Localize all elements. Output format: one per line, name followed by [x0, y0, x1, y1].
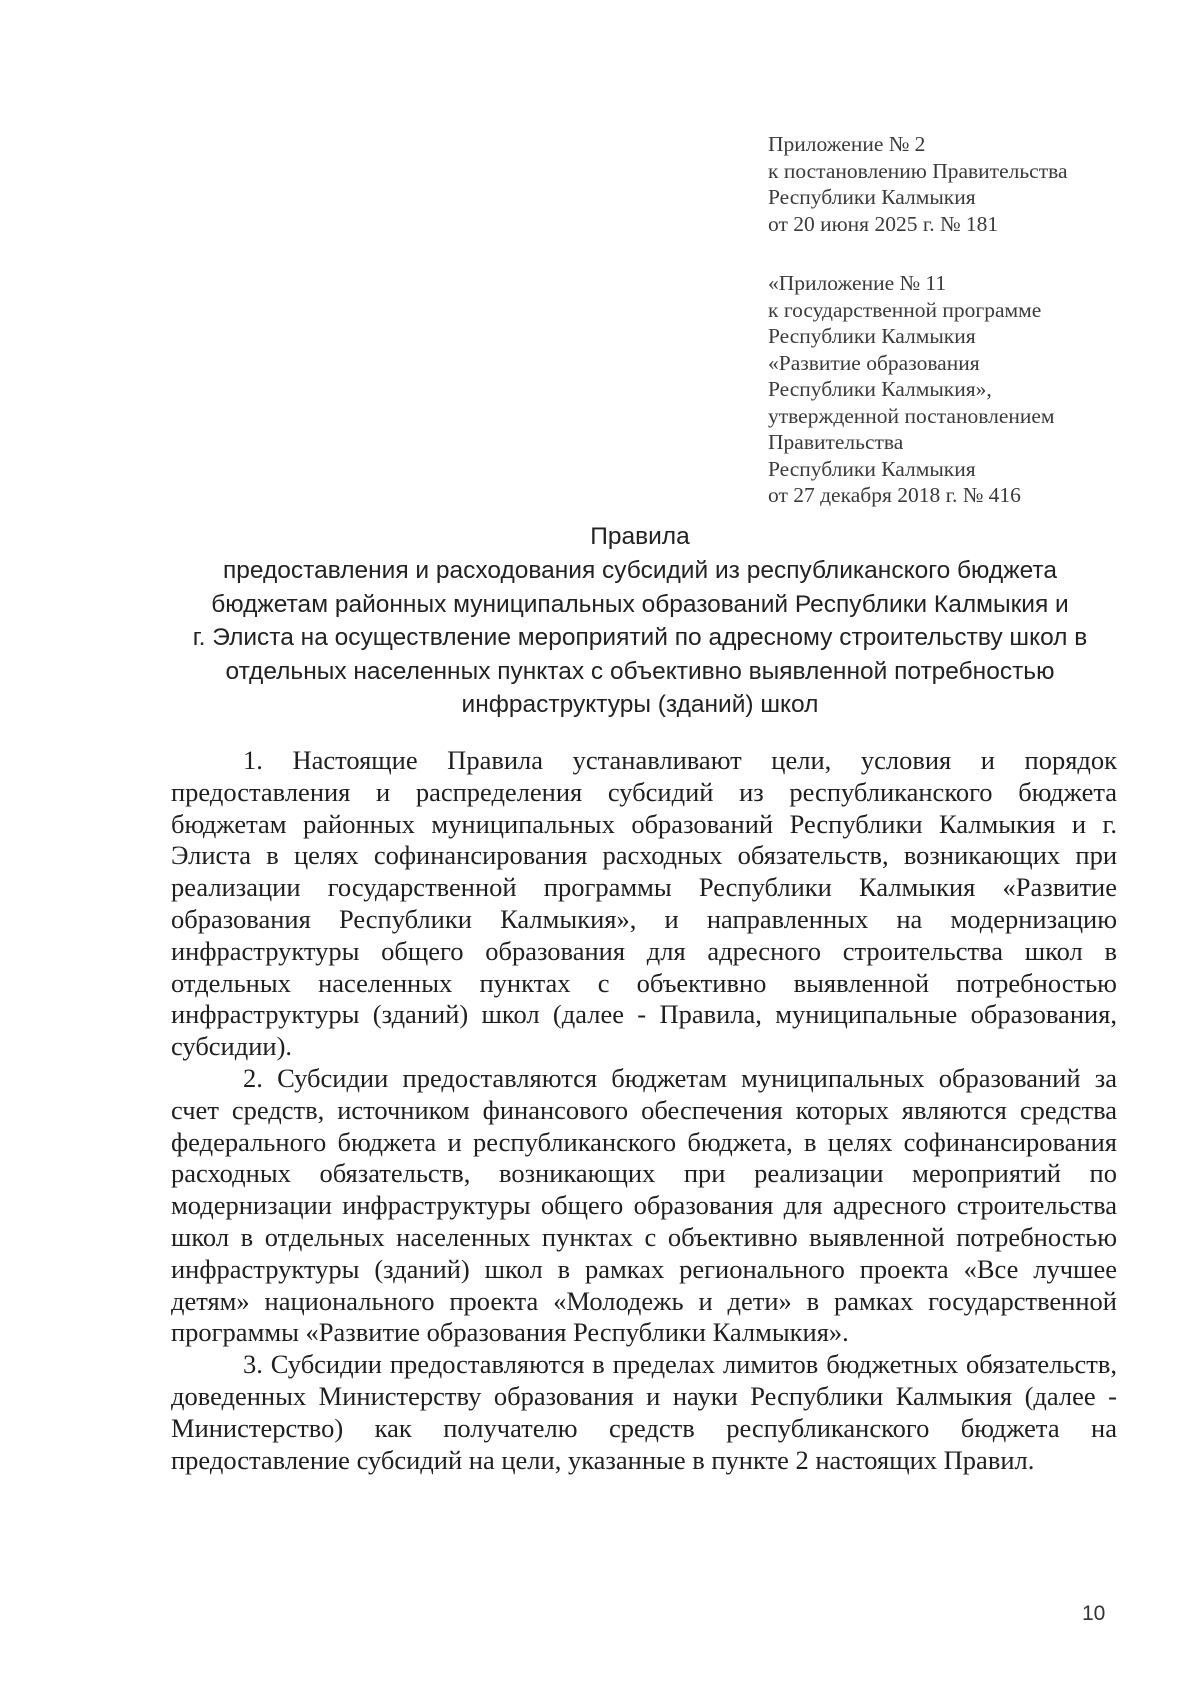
subtitle-line: предоставления и расходования субсидий из республиканского бюджета — [223, 557, 1057, 584]
annex-line: «Приложение № 11 — [768, 271, 947, 295]
paragraph-2: 2. Субсидии предоставляются бюджетам муниципальных образований за счет средств, источником финансового обеспечения которых являются средства федерального бюджета и республиканского бюджета, в целях софинансирования расходных обязательств, возникающих при реализации мероприятий по модернизации инфраструктуры общего образования для адресного строительства школ в отдельных населенных пунктах с объективно выявленной потребностью инфраструктуры (зданий) школ в рамках регионального проекта «Все лучшее детям» национального проекта «Молодежь и дети» в рамках государственной программы «Развитие образования Республики Калмыкия». — [171, 1062, 1117, 1348]
subtitle-line: бюджетам районных муниципальных образований Республики Калмыкия и — [211, 590, 1069, 618]
annex-line: утвержденной постановлением — [768, 403, 1055, 428]
annex-line: к постановлению Правительства — [768, 158, 1068, 183]
annex-line: к государственной программе — [768, 297, 1042, 322]
annex-line: от 27 декабря 2018 г. № 416 — [768, 483, 1021, 507]
subtitle-line: отдельных населенных пунктах с объективно выявленной потребностью — [225, 657, 1055, 685]
program-annex-block — [768, 270, 1188, 509]
page-number: 10 — [1082, 1602, 1106, 1625]
annex-line: «Развитие образования — [768, 350, 980, 375]
subtitle-line: г. Элиста на осуществление мероприятий по адресному строительству школ в — [192, 624, 1088, 651]
annex-line: Приложение № 2 — [768, 132, 926, 156]
document-body — [171, 745, 1117, 1476]
annex-line: от 20 июня 2025 г. № 181 — [768, 211, 999, 236]
paragraph-3: 3. Субсидии предоставляются в пределах лимитов бюджетных обязательств, доведенных Министерству образования и науки Республики Калмыкия (далее - Министерство) как получателю средств республиканского бюджета на предоставление субсидий на цели, указанные в пункте 2 настоящих Правил. — [171, 1349, 1117, 1475]
paragraph-1: 1. Настоящие Правила устанавливают цели, условия и порядок предоставления и распределения субсидий из республиканского бюджета бюджетам районных муниципальных образований Республики Калмыкия и г. Элиста в целях софинансирования расходных обязательств, возникающих при реализации государственной программы Республики Калмыкия «Развитие образования Республики Калмыкия», и направленных на модернизацию инфраструктуры общего образования для адресного строительства школ в отдельных населенных пунктах с объективно выявленной потребностью инфраструктуры (зданий) школ (далее - Правила, муниципальные образования, субсидии). — [171, 745, 1117, 1062]
annex-header-block — [768, 131, 1188, 237]
annex-line: Республики Калмыкия», — [768, 377, 992, 401]
document-title: Правила — [590, 523, 690, 550]
document-subtitle — [150, 554, 1130, 722]
annex-line: Правительства — [768, 430, 904, 454]
subtitle-line: инфраструктуры (зданий) школ — [461, 691, 819, 718]
annex-line: Республики Калмыкия — [768, 185, 976, 209]
annex-line: Республики Калмыкия — [768, 456, 976, 481]
annex-line: Республики Калмыкия — [768, 324, 976, 348]
